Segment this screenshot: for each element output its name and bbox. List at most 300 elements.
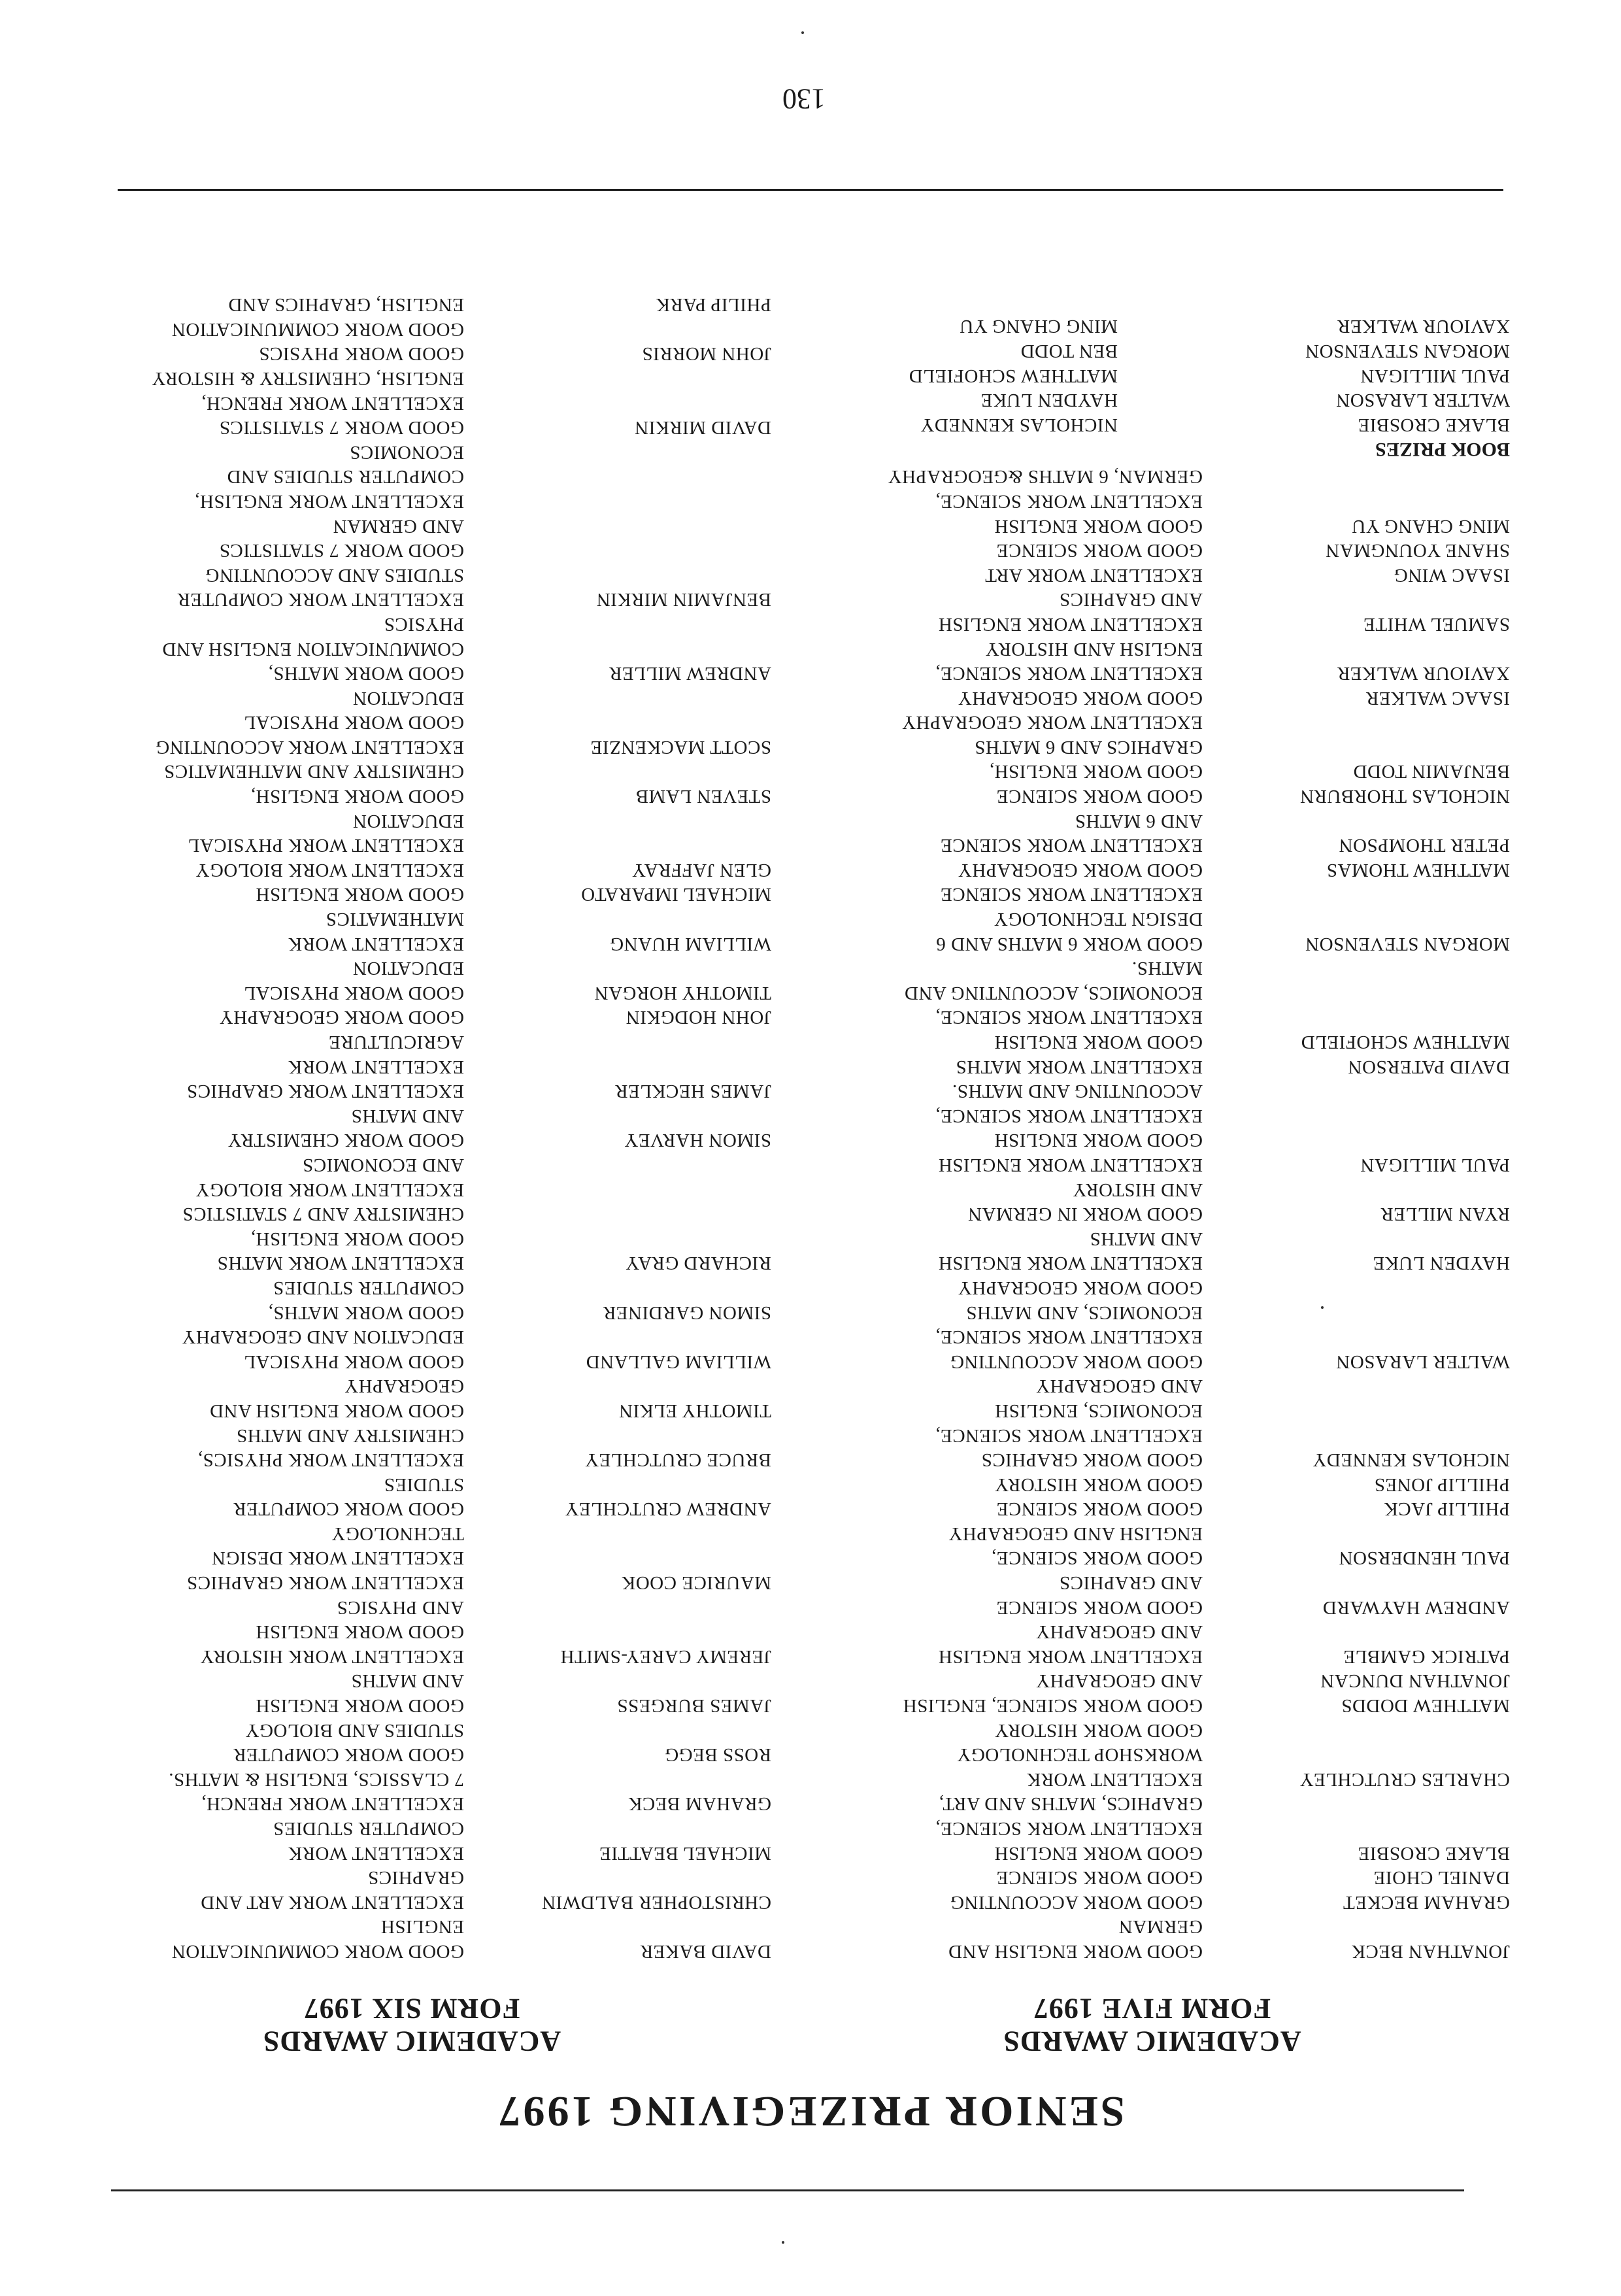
student-name: BRUCE CRUTCHLEY: [584, 1449, 771, 1471]
student-name: WALTER LARASON: [1335, 1351, 1510, 1372]
award-names: [464, 882, 771, 907]
student-name: PETER THOMPSON: [1339, 835, 1510, 856]
award-lines: [52, 1865, 464, 1914]
form-five-heading-line2: FORM FIVE 1997: [1033, 1993, 1271, 2025]
award-entry: [52, 759, 771, 808]
award-line: EXCELLENT WORK: [288, 1842, 464, 1864]
award-entry: [52, 1472, 771, 1521]
award-lines: [52, 1029, 464, 1103]
award-lines: [794, 808, 1203, 882]
award-lines: [794, 1079, 1203, 1177]
student-name: TIMOTHY ELKIN: [618, 1400, 771, 1421]
award-line: AND MATHS: [351, 1105, 464, 1126]
student-name: MATTHEW DODDS: [1341, 1695, 1510, 1717]
form-five-section: [794, 314, 1510, 2057]
award-line: EXCELLENT WORK: [288, 1056, 464, 1077]
award-entry: [52, 1865, 771, 1914]
award-names: [1203, 1619, 1510, 1668]
award-entry: [52, 1815, 771, 1865]
award-names: [1203, 710, 1510, 808]
award-entry: [52, 439, 771, 611]
award-entry: [794, 1668, 1510, 1717]
student-name: MAURICE COOK: [621, 1572, 771, 1594]
award-entry: [52, 1374, 771, 1423]
award-names: [1203, 464, 1510, 587]
award-entry: [52, 1668, 771, 1717]
award-line: AND MATHS: [351, 1670, 464, 1692]
award-line: DESIGN TECHNOLOGY: [994, 909, 1203, 930]
award-line: EXCELLENT WORK SCIENCE,: [935, 1007, 1203, 1028]
award-line: EXCELLENT WORK ENGLISH: [938, 1646, 1203, 1667]
student-name: MICHAEL IMPARATO: [580, 884, 771, 905]
award-lines: [794, 1619, 1203, 1668]
award-lines: [52, 439, 464, 611]
student-name: ANDREW HAYWARD: [1322, 1596, 1510, 1618]
award-line: GOOD WORK ENGLISH: [256, 884, 464, 905]
student-name: DAVID PATERSON: [1348, 1056, 1510, 1077]
award-names: [1203, 1521, 1510, 1570]
award-line: GOOD WORK ENGLISH: [256, 1621, 464, 1643]
award-lines: [794, 1717, 1203, 1791]
award-line: CHEMISTRY AND 7 STATISTICS: [182, 1204, 464, 1225]
award-line: GOOD WORK ENGLISH,: [250, 1228, 464, 1249]
award-line: EXCELLENT WORK ACCOUNTING: [155, 736, 464, 758]
award-lines: [52, 316, 464, 365]
award-names: [464, 906, 771, 955]
book-prize-name: MORGAN STEVENSON: [1305, 341, 1510, 362]
award-names: [464, 1275, 771, 1324]
student-name: JAMES BURGESS: [616, 1695, 771, 1717]
award-line: GRAPHICS, MATHS AND ART,: [939, 1793, 1203, 1815]
award-line: EXCELLENT WORK MATHS: [217, 1253, 464, 1274]
form-six-heading-line2: FORM SIX 1997: [303, 1993, 520, 2025]
award-line: GOOD WORK ENGLISH AND: [209, 1400, 464, 1421]
student-name: BLAKE CROSBIE: [1358, 1842, 1510, 1864]
award-names: [1203, 882, 1510, 956]
student-name: MATTHEW THOMAS: [1326, 859, 1510, 881]
award-lines: [794, 1177, 1203, 1226]
award-entry: [52, 808, 771, 882]
student-name: JOHN HODGKIN: [626, 1007, 771, 1028]
award-line: GOOD WORK HISTORY: [994, 1474, 1203, 1495]
award-entry: [794, 1079, 1510, 1177]
award-line: COMPUTER STUDIES AND: [227, 466, 464, 488]
award-line: AND GEOGRAPHY: [1035, 1621, 1203, 1643]
award-line: STUDIES AND ACCOUNTING: [205, 564, 464, 586]
award-lines: [52, 1325, 464, 1374]
award-line: GRAPHICS AND 6 MATHS: [974, 736, 1203, 758]
form-five-award-list: [794, 464, 1510, 1963]
student-name: GRAHAM BECK: [628, 1793, 771, 1815]
student-name: SIMON GARDINER: [603, 1302, 771, 1323]
award-entry: [52, 906, 771, 955]
award-names: [464, 1521, 771, 1595]
student-name: DANIEL CHOIE: [1373, 1867, 1510, 1889]
award-line: AND GEOGRAPHY: [1035, 1670, 1203, 1692]
student-name: MING CHANG YU: [1351, 515, 1510, 537]
award-entry: [52, 1766, 771, 1815]
student-name: WILLIAM GALLAND: [586, 1351, 771, 1372]
award-line: GOOD WORK COMPUTER: [233, 1498, 464, 1520]
award-line: GOOD WORK GEOGRAPHY: [219, 1007, 464, 1028]
award-lines: [52, 1423, 464, 1472]
award-entry: [794, 1374, 1510, 1521]
award-names: [464, 956, 771, 1030]
award-entry: [52, 611, 771, 685]
award-line: GOOD WORK ENGLISH,: [989, 761, 1203, 783]
award-names: [1203, 1570, 1510, 1619]
book-prize-name: PAUL MILLIGAN: [1360, 365, 1510, 386]
award-lines: [52, 1152, 464, 1275]
award-entry: [794, 808, 1510, 882]
student-name: DAVID MIRKIN: [634, 417, 771, 439]
award-names: [1203, 1791, 1510, 1914]
student-name: JOHN MORRIS: [641, 343, 771, 365]
award-entry: [52, 1325, 771, 1374]
student-name: ISAAC WING: [1394, 564, 1510, 586]
award-names: [464, 1325, 771, 1374]
award-names: [1203, 956, 1510, 1079]
award-names: [1203, 1668, 1510, 1717]
award-line: EXCELLENT WORK ENGLISH: [938, 1253, 1203, 1274]
award-line: EXCELLENT WORK GRAPHICS: [186, 1572, 464, 1594]
award-lines: [52, 292, 464, 317]
award-line: GOOD WORK GEOGRAPHY: [958, 1277, 1203, 1298]
award-lines: [52, 956, 464, 1030]
award-line: 7 CLASSICS, ENGLISH & MATHS.: [168, 1768, 464, 1790]
award-lines: [52, 1815, 464, 1865]
award-lines: [52, 1668, 464, 1717]
award-names: [464, 365, 771, 439]
award-entry: [794, 956, 1510, 1079]
award-names: [464, 1029, 771, 1103]
award-line: EXCELLENT WORK PHYSICS,: [197, 1449, 464, 1471]
award-line: EXCELLENT WORK SCIENCE: [940, 884, 1203, 905]
award-entry: [794, 464, 1510, 587]
award-entry: [794, 1275, 1510, 1373]
award-line: GOOD WORK ENGLISH: [994, 515, 1203, 537]
form-six-section: [52, 292, 771, 2057]
award-line: GOOD WORK MATHS,: [268, 1302, 464, 1323]
award-line: EXCELLENT WORK SCIENCE,: [935, 1425, 1203, 1446]
student-name: RICHARD GRAY: [625, 1253, 771, 1274]
bottom-rule: [118, 189, 1503, 191]
award-line: GOOD WORK CHEMISTRY: [227, 1130, 464, 1151]
scan-speck: [782, 2241, 784, 2244]
student-name: PHILIP PARK: [656, 294, 771, 316]
award-line: EXCELLENT WORK BIOLOGY: [195, 1179, 464, 1200]
award-lines: [794, 1791, 1203, 1914]
award-names: [464, 1914, 771, 1963]
award-line: AND GEOGRAPHY: [1035, 1376, 1203, 1397]
award-line: EXCELLENT WORK SCIENCE,: [935, 1326, 1203, 1348]
award-line: GOOD WORK ENGLISH: [994, 1130, 1203, 1151]
award-lines: [794, 587, 1203, 636]
award-line: TECHNOLOGY: [331, 1523, 464, 1544]
award-line: MATHEMATICS: [326, 909, 464, 930]
award-entry: [794, 1619, 1510, 1668]
award-names: [1203, 636, 1510, 710]
award-entry: [52, 1029, 771, 1103]
award-names: [464, 685, 771, 759]
student-name: ANDREW CRUTCHLEY: [565, 1498, 771, 1520]
award-entry: [794, 636, 1510, 710]
award-line: AND PHYSICS: [337, 1596, 464, 1618]
student-name: PATRICK GAMBLE: [1343, 1646, 1510, 1667]
award-line: EXCELLENT WORK PHYSICAL: [188, 835, 464, 856]
book-prize-name: HAYDEN LUKE: [980, 390, 1118, 411]
award-lines: [794, 636, 1203, 710]
award-names: [464, 1152, 771, 1275]
page-number: 130: [782, 83, 826, 115]
award-lines: [794, 882, 1203, 956]
award-entry: [52, 316, 771, 365]
award-line: GOOD WORK ENGLISH,: [250, 786, 464, 807]
award-names: [1203, 1275, 1510, 1373]
award-line: GOOD WORK GEOGRAPHY: [958, 687, 1203, 709]
book-prizes-heading: BOOK PRIZES: [1375, 438, 1510, 460]
award-line: ECONOMICS, ENGLISH: [994, 1400, 1203, 1421]
award-lines: [52, 1717, 464, 1766]
award-lines: [52, 1374, 464, 1423]
award-line: COMMUNICATION ENGLISH AND: [162, 638, 464, 660]
book-prize-name: XAVIOUR WALKER: [1337, 316, 1510, 337]
award-lines: [52, 611, 464, 685]
award-names: [464, 1766, 771, 1815]
award-line: COMPUTER STUDIES: [273, 1818, 464, 1840]
award-line: EXCELLENT WORK MATHS: [956, 1056, 1203, 1077]
award-line: GOOD WORK GEOGRAPHY: [958, 859, 1203, 881]
award-names: [464, 439, 771, 611]
award-line: EXCELLENT WORK SCIENCE,: [935, 1818, 1203, 1840]
award-line: GOOD WORK GRAPHICS: [981, 1449, 1203, 1471]
award-line: GOOD WORK ACCOUNTING: [950, 1351, 1203, 1372]
book-prize-name: NICHOLAS KENNEDY: [920, 414, 1118, 435]
award-line: ENGLISH AND HISTORY: [985, 638, 1203, 660]
student-name: GRAHAM BECKET: [1343, 1891, 1510, 1913]
award-entry: [794, 1521, 1510, 1570]
award-line: GOOD WORK SCIENCE: [996, 1596, 1203, 1618]
student-name: BENJAMIN TODD: [1353, 761, 1510, 783]
form-six-award-list: [52, 292, 771, 1963]
award-names: [1203, 1374, 1510, 1521]
award-lines: [52, 1914, 464, 1963]
award-entry: [794, 1226, 1510, 1275]
form-six-heading-line1: ACADEMIC AWARDS: [262, 2025, 561, 2057]
award-names: [464, 1423, 771, 1472]
award-names: [1203, 1226, 1510, 1275]
award-lines: [52, 1766, 464, 1815]
award-line: EXCELLENT WORK DESIGN: [211, 1547, 464, 1569]
award-line: GOOD WORK COMMUNICATION: [171, 318, 464, 340]
award-line: EDUCATION: [352, 810, 464, 832]
award-names: [464, 1472, 771, 1521]
award-line: GOOD WORK SCIENCE: [996, 786, 1203, 807]
award-line: GERMAN: [1118, 1916, 1203, 1938]
award-line: EXCELLENT WORK FRENCH,: [201, 1793, 464, 1815]
award-lines: [794, 464, 1203, 587]
award-lines: [52, 685, 464, 759]
award-entry: [52, 1103, 771, 1152]
award-names: [464, 1815, 771, 1865]
award-entry: [52, 1717, 771, 1766]
book-prize-name: WALTER LARASON: [1335, 390, 1510, 411]
award-line: GOOD WORK SCIENCE, ENGLISH: [903, 1695, 1203, 1717]
award-names: [464, 1595, 771, 1668]
award-names: [464, 1865, 771, 1914]
award-names: [464, 759, 771, 808]
award-line: EXCELLENT WORK ENGLISH: [938, 1155, 1203, 1175]
award-line: ACCOUNTING AND MATHS.: [952, 1081, 1203, 1102]
award-line: GOOD WORK SCIENCE,: [991, 1547, 1203, 1569]
award-line: ECONOMICS, ACCOUNTING AND: [904, 982, 1203, 1004]
student-name: DAVID BAKER: [640, 1941, 771, 1962]
student-name: STEVEN LAMB: [635, 786, 771, 807]
award-line: GEOGRAPHY: [344, 1376, 464, 1397]
form-five-heading-line1: ACADEMIC AWARDS: [1003, 2025, 1301, 2057]
award-entry: [794, 1791, 1510, 1914]
student-name: WILLIAM HUANG: [609, 933, 771, 954]
award-line: GOOD WORK COMPUTER: [233, 1744, 464, 1766]
award-line: CHEMISTRY AND MATHEMATICS: [163, 761, 464, 783]
award-line: STUDIES AND BIOLOGY: [245, 1719, 464, 1741]
student-name: JONATHAN DUNCAN: [1320, 1670, 1510, 1692]
award-lines: [52, 882, 464, 907]
award-line: EXCELLENT WORK SCIENCE,: [935, 663, 1203, 684]
award-line: EXCELLENT WORK: [288, 933, 464, 954]
award-entry: [52, 1521, 771, 1595]
award-line: EXCELLENT WORK ENGLISH,: [194, 490, 464, 512]
scan-speck: [1321, 1306, 1324, 1309]
student-name: CHRISTOPHER BALDWIN: [541, 1891, 771, 1913]
scan-speck: [801, 31, 804, 34]
award-entry: [52, 956, 771, 1030]
award-line: EXCELLENT WORK SCIENCE,: [935, 1105, 1203, 1126]
award-line: EDUCATION: [352, 958, 464, 979]
award-lines: [794, 710, 1203, 808]
award-line: ENGLISH, CHEMISTRY & HISTORY: [151, 368, 464, 389]
award-names: [464, 808, 771, 882]
award-entry: [52, 1275, 771, 1324]
award-line: GOOD WORK HISTORY: [994, 1719, 1203, 1741]
award-line: PHYSICS: [384, 613, 464, 635]
student-name: PAUL MILLIGAN: [1360, 1155, 1510, 1175]
award-line: GOOD WORK ENGLISH: [994, 1842, 1203, 1864]
award-line: AND 6 MATHS: [1075, 810, 1203, 832]
student-name: ROSS BEGG: [664, 1744, 771, 1766]
award-line: GOOD WORK 7 STATISTICS: [219, 417, 464, 439]
award-names: [1203, 1177, 1510, 1226]
award-line: EXCELLENT WORK: [1026, 1768, 1203, 1790]
book-prizes-list: [794, 314, 1510, 437]
award-line: EDUCATION AND GEOGRAPHY: [182, 1326, 464, 1348]
award-line: EXCELLENT WORK GEOGRAPHY: [901, 712, 1203, 734]
award-lines: [794, 1668, 1203, 1717]
award-line: GOOD WORK MATHS,: [268, 663, 464, 684]
award-line: AND GERMAN: [333, 515, 464, 537]
student-name: PHILLIP JACK: [1384, 1498, 1510, 1520]
award-lines: [52, 808, 464, 882]
award-names: [464, 1668, 771, 1717]
award-line: EXCELLENT WORK SCIENCE,: [935, 490, 1203, 512]
award-line: GOOD WORK SCIENCE: [996, 540, 1203, 562]
book-prize-name: MATTHEW SCHOFIELD: [909, 365, 1118, 386]
award-line: ECONOMICS, AND MATHS: [965, 1302, 1203, 1323]
student-name: NICHOLAS KENNEDY: [1312, 1449, 1510, 1471]
student-name: SCOTT MACKENZIE: [590, 736, 771, 758]
top-rule: [111, 2189, 1464, 2191]
award-lines: [794, 1226, 1203, 1275]
award-entry: [794, 882, 1510, 956]
award-line: ECONOMICS: [349, 441, 464, 463]
award-lines: [52, 1521, 464, 1595]
award-line: GOOD WORK SCIENCE: [996, 1498, 1203, 1520]
award-lines: [794, 1521, 1203, 1570]
award-entry: [794, 1177, 1510, 1226]
award-entry: [794, 1717, 1510, 1791]
student-name: NICHOLAS THORBURN: [1299, 786, 1510, 807]
award-line: EXCELLENT WORK COMPUTER: [177, 589, 464, 611]
award-entry: [52, 1595, 771, 1668]
award-lines: [52, 365, 464, 439]
award-entry: [52, 365, 771, 439]
award-line: AND GRAPHICS: [1059, 1572, 1203, 1594]
student-name: MORGAN STEVENSON: [1305, 933, 1510, 954]
award-line: EXCELLENT WORK GRAPHICS: [186, 1081, 464, 1102]
award-entry: [794, 587, 1510, 636]
student-name: GLEN JAFFRAY: [631, 859, 771, 881]
award-line: GOOD WORK ENGLISH: [994, 1032, 1203, 1053]
award-line: CHEMISTRY AND MATHS: [236, 1425, 464, 1446]
student-name: SAMUEL WHITE: [1363, 613, 1510, 635]
book-prize-name: BEN TODD: [1020, 341, 1118, 362]
student-name: ISAAC WALKER: [1365, 687, 1510, 709]
award-names: [1203, 1079, 1510, 1177]
student-name: XAVIOUR WALKER: [1337, 663, 1510, 684]
award-entry: [52, 1914, 771, 1963]
award-line: GOOD WORK IN GERMAN: [967, 1204, 1203, 1225]
award-line: GOOD WORK PHYSICS: [258, 343, 464, 365]
award-line: AND HISTORY: [1072, 1179, 1203, 1200]
student-name: TIMOTHY HORGAN: [594, 982, 771, 1004]
award-line: EXCELLENT WORK ART AND: [200, 1891, 464, 1913]
award-line: GOOD WORK PHYSICAL: [243, 712, 464, 734]
student-name: JONATHAN BECK: [1351, 1941, 1510, 1962]
award-line: EXCELLENT WORK BIOLOGY: [195, 859, 464, 881]
award-line: GERMAN, 6 MATHS &GEOGRAPHY: [888, 466, 1203, 488]
award-entry: [52, 1152, 771, 1275]
award-line: AND MATHS: [1090, 1228, 1203, 1249]
book-prize-name: MING CHANG YU: [959, 316, 1118, 337]
award-line: EXCELLENT WORK ART: [984, 564, 1203, 586]
award-line: EDUCATION: [352, 687, 464, 709]
award-line: EXCELLENT WORK SCIENCE: [940, 835, 1203, 856]
award-entry: [794, 1570, 1510, 1619]
student-name: JAMES HECKLER: [614, 1081, 771, 1102]
page-title: SENIOR PRIZEGIVING 1997: [496, 2087, 1125, 2135]
student-name: BENJAMIN MIRKIN: [596, 589, 771, 611]
award-line: EXCELLENT WORK HISTORY: [199, 1646, 464, 1667]
award-line: COMPUTER STUDIES: [273, 1277, 464, 1298]
award-line: GOOD WORK 6 MATHS AND 6: [935, 933, 1203, 954]
award-entry: [52, 1423, 771, 1472]
student-name: RYAN MILLER: [1380, 1204, 1510, 1225]
award-names: [1203, 808, 1510, 882]
award-line: MATHS.: [1131, 958, 1203, 979]
student-name: PHILLIP JONES: [1374, 1474, 1510, 1495]
award-entry: [794, 710, 1510, 808]
award-line: EXCELLENT WORK ENGLISH: [938, 613, 1203, 635]
